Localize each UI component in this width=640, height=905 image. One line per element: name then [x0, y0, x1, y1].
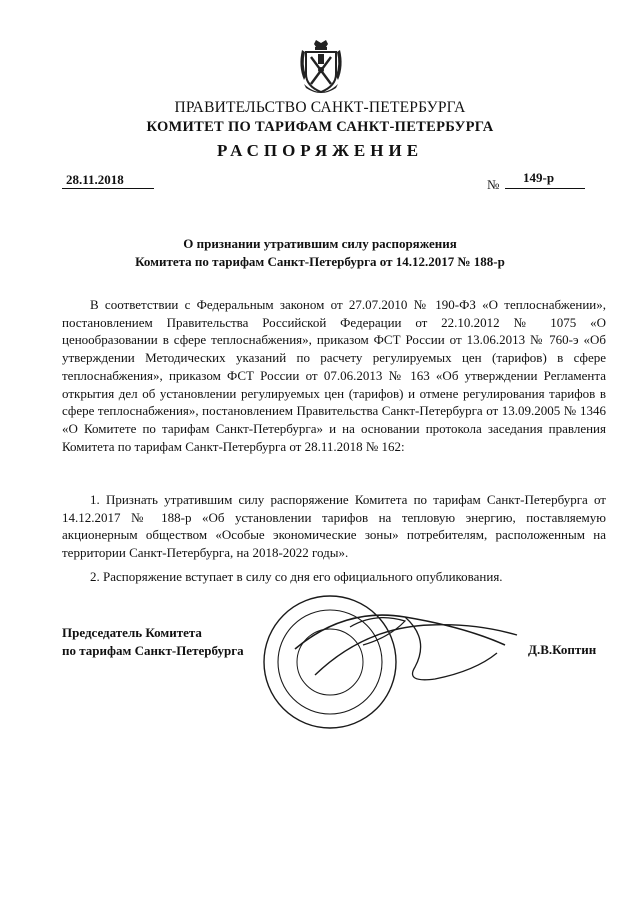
number-underline	[505, 188, 585, 189]
preamble-paragraph: В соответствии с Федеральным законом от 27.07.2010 № 190-ФЗ «О теплоснабжении», постановлением Правительства Российской Федерации от 22.10.2012 № 1075 «О ценообразовании в сфере теплоснабжения», приказом ФСТ России от 13.06.2013 № 760-э «Об утверждении Методических указаний по расчету регулируемых цен (тарифов) в сфере теплоснабжения», приказом ФСТ России от 07.06.2013 № 163 «Об утверждении Регламента открытия дел об установлении регулируемых цен (тарифов) и отмене регулирования тарифов в сфере теплоснабжения», постановлением Правительства Санкт-Петербурга от 13.09.2005 № 1346 «О Комитете по тарифам Санкт-Петербурга» и на основании протокола заседания правления Комитета по тарифам Санкт-Петербурга от 28.11.2018 № 162:	[62, 297, 606, 454]
signatory-name: Д.В.Коптин	[528, 642, 597, 657]
signatory-title-line-1: Председатель Комитета	[62, 625, 202, 640]
clause-2-paragraph: 2. Распоряжение вступает в силу со дня его официального опубликования.	[90, 569, 503, 584]
committee-heading: КОМИТЕТ ПО ТАРИФАМ САНКТ-ПЕТЕРБУРГА	[146, 119, 494, 135]
date-underline	[62, 188, 154, 189]
subject-line-2: Комитета по тарифам Санкт-Петербурга от 14.12.2017 № 188-р	[135, 254, 505, 269]
signature-seal-icon	[255, 587, 525, 737]
document-number: 149-р	[523, 170, 555, 185]
subject-line-1: О признании утратившим силу распоряжения	[183, 236, 457, 251]
document-type-heading: РАСПОРЯЖЕНИЕ	[216, 141, 424, 160]
document-subject	[0, 235, 640, 271]
signatory-title-line-2: по тарифам Санкт-Петербурга	[62, 643, 244, 658]
clause-1-paragraph: 1. Признать утратившим силу распоряжение Комитета по тарифам Санкт-Петербурга от 14.12.2017 № 188-р «Об установлении тарифов на тепловую энергию, поставляемую акционерным обществом «Особые экономические зоны» потребителям, расположенным на территории Санкт-Петербурга, на 2018-2022 годы».	[62, 492, 606, 561]
government-heading: ПРАВИТЕЛЬСТВО САНКТ-ПЕТЕРБУРГА	[174, 99, 466, 116]
signatory-title	[62, 624, 244, 660]
number-sign: №	[487, 177, 500, 192]
coat-of-arms-icon	[296, 40, 346, 98]
document-date: 28.11.2018	[66, 172, 124, 187]
